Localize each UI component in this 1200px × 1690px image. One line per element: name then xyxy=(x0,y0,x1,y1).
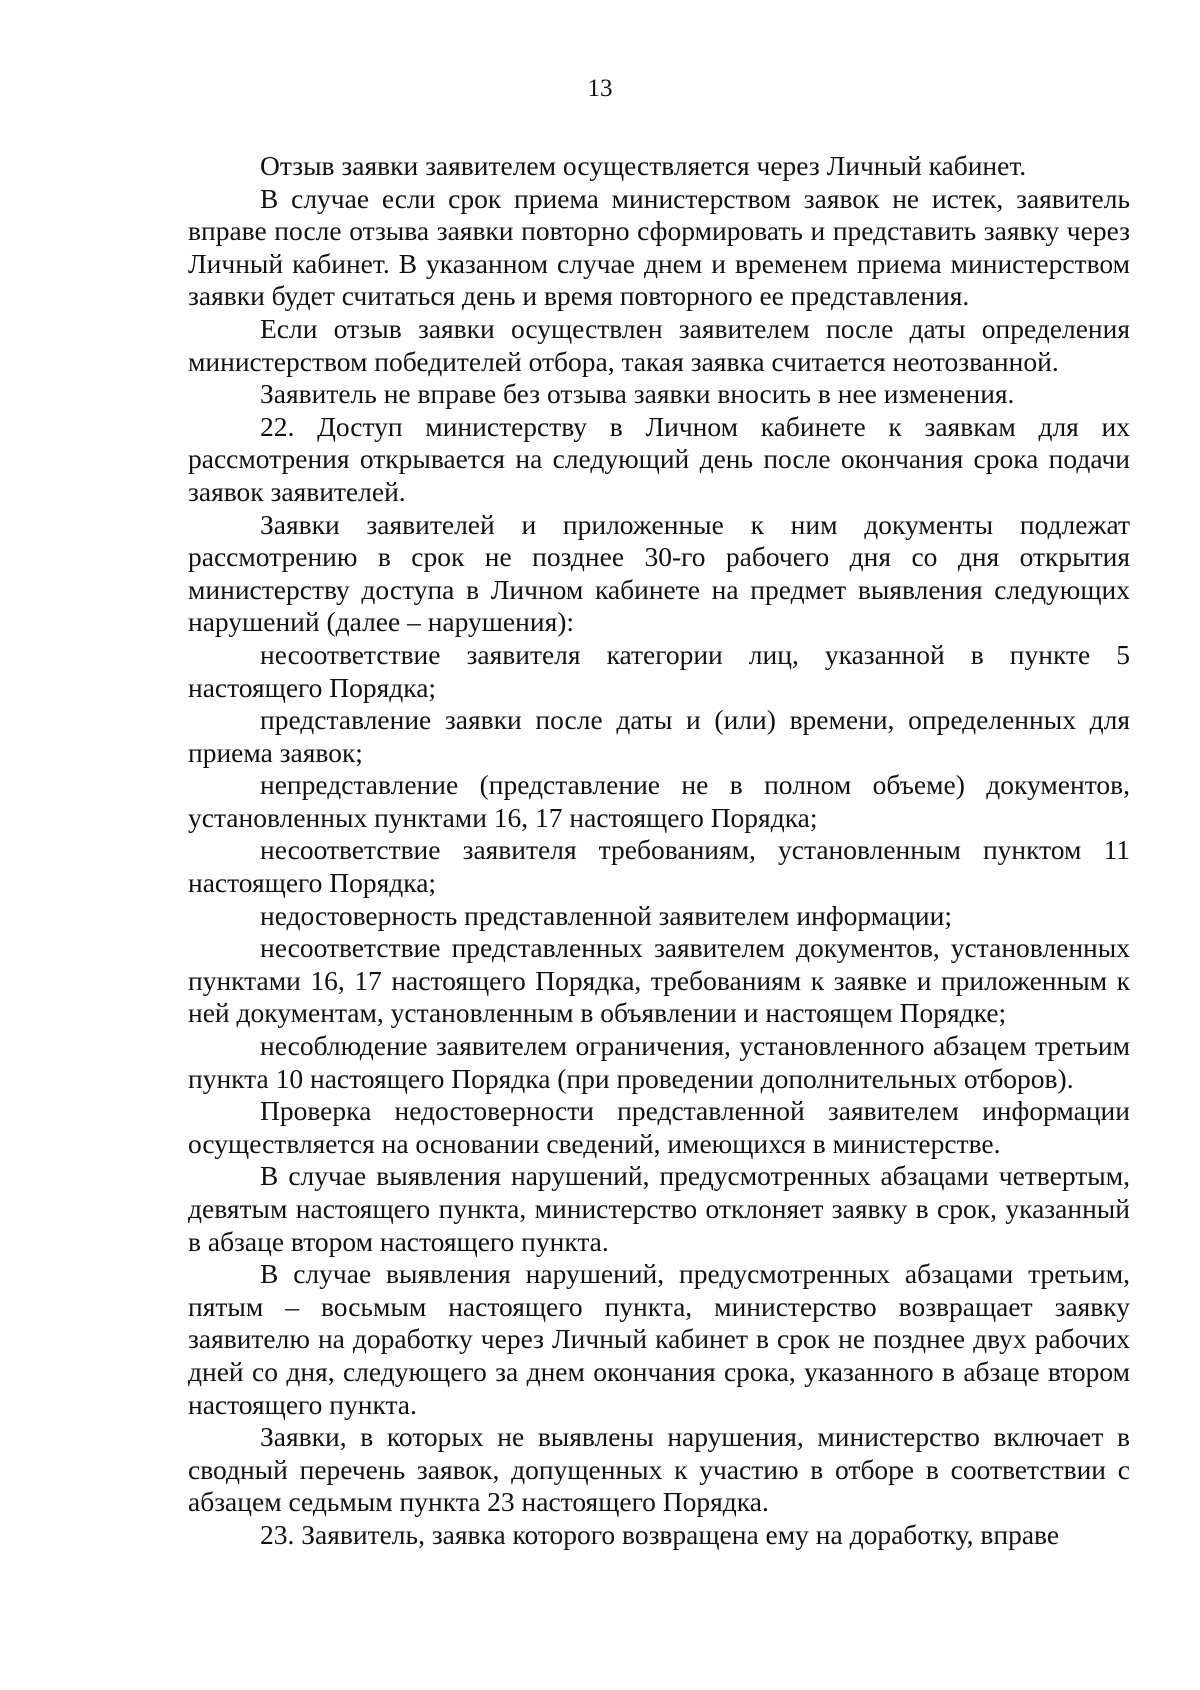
paragraph: В случае если срок приема министерством заявок не истек, заявитель вправе после отзыва заявки повторно сформировать и представить заявку через Личный кабинет. В указанном случае днем и временем приема министерством заявки будет считаться день и время повторного ее представления. xyxy=(188,182,1130,312)
paragraph: Заявки заявителей и приложенные к ним документы подлежат рассмотрению в срок не позднее 30-го рабочего дня со дня открытия министерству доступа в Личном кабинете на предмет выявления следующих нарушений (далее – нарушения): xyxy=(188,508,1130,638)
list-item: недостоверность представленной заявителем информации; xyxy=(260,899,952,931)
list-item: несоответствие заявителя требованиям, установленным пунктом 11 настоящего Порядка; xyxy=(188,834,1130,899)
paragraph: В случае выявления нарушений, предусмотренных абзацами третьим, пятым – восьмым настоящего пункта, министерство возвращает заявку заявителю на доработку через Личный кабинет в срок не позднее двух рабочих дней со дня, следующего за днем окончания срока, указанного в абзаце втором настоящего пункта. xyxy=(188,1258,1130,1420)
list-item: представление заявки после даты и (или) времени, определенных для приема заявок; xyxy=(188,704,1130,768)
paragraph: Заявитель не вправе без отзыва заявки вносить в нее изменения. xyxy=(260,378,1015,410)
paragraph: В случае выявления нарушений, предусмотренных абзацами четвертым, девятым настоящего пункта, министерство отклоняет заявку в срок, указанный в абзаце втором настоящего пункта. xyxy=(188,1160,1130,1257)
list-item: несоответствие заявителя категории лиц, указанной в пункте 5 настоящего Порядка; xyxy=(188,638,1130,703)
paragraph: 22. Доступ министерству в Личном кабинете к заявкам для их рассмотрения открывается на следующий день после окончания срока подачи заявок заявителей. xyxy=(188,410,1130,507)
document-body xyxy=(188,150,1130,1552)
paragraph: Если отзыв заявки осуществлен заявителем после даты определения министерством победителей отбора, такая заявка считается неотозванной. xyxy=(188,312,1130,377)
list-item: несоблюдение заявителем ограничения, установленного абзацем третьим пункта 10 настоящего Порядка (при проведении дополнительных отборов). xyxy=(188,1030,1130,1094)
paragraph: 23. Заявитель, заявка которого возвращена ему на доработку, вправе xyxy=(260,1518,1060,1550)
paragraph: Отзыв заявки заявителем осуществляется через Личный кабинет. xyxy=(260,150,1027,181)
list-item: несоответствие представленных заявителем документов, установленных пунктами 16, 17 настоящего Порядка, требованиям к заявке и приложенным к ней документам, установленным в объявлении и настоящем Порядке; xyxy=(188,932,1130,1029)
page-number: 13 xyxy=(587,75,613,102)
paragraph: Проверка недостоверности представленной заявителем информации осуществляется на основании сведений, имеющихся в министерстве. xyxy=(188,1095,1130,1159)
paragraph: Заявки, в которых не выявлены нарушения, министерство включает в сводный перечень заявок, допущенных к участию в отборе в соответствии с абзацем седьмым пункта 23 настоящего Порядка. xyxy=(188,1421,1130,1518)
list-item: непредставление (представление не в полном объеме) документов, установленных пунктами 16, 17 настоящего Порядка; xyxy=(188,769,1130,833)
